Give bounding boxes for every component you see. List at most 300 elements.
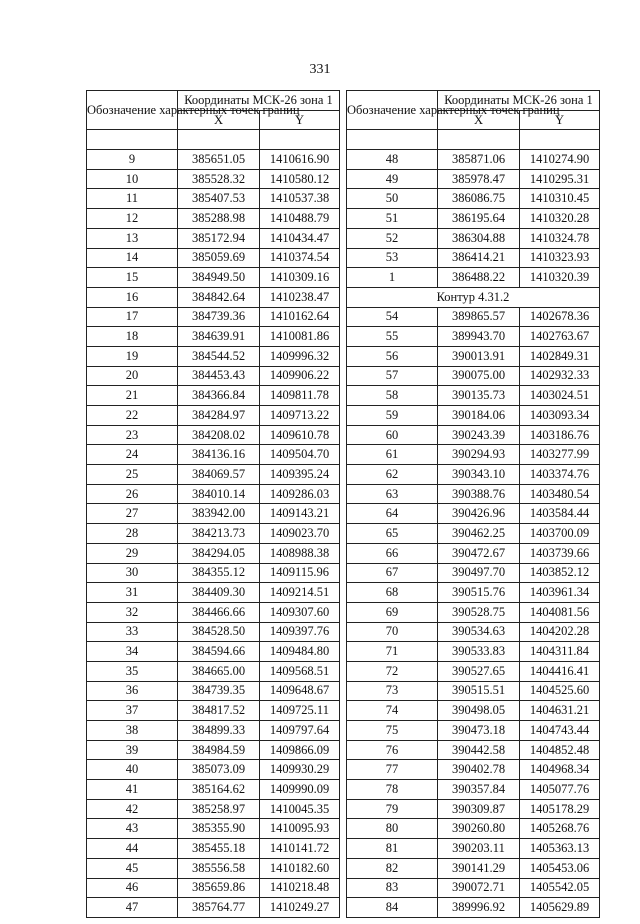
- point-id-cell: 60: [347, 425, 438, 445]
- x-coordinate-cell: 385556.58: [178, 858, 260, 878]
- table-row: [87, 740, 340, 760]
- header-x: X: [178, 110, 260, 130]
- table-row: [347, 858, 600, 878]
- y-coordinate-cell: 1402849.31: [520, 346, 600, 366]
- table-row: [87, 543, 340, 563]
- y-coordinate-cell: 1409797.64: [260, 721, 340, 741]
- table-row: [347, 661, 600, 681]
- point-id-cell: 78: [347, 780, 438, 800]
- header-point-label: Обозначение характерных точек границ: [87, 91, 178, 130]
- point-id-cell: 75: [347, 721, 438, 741]
- x-coordinate-cell: 384294.05: [178, 543, 260, 563]
- y-coordinate-cell: 1404202.28: [520, 622, 600, 642]
- y-coordinate-cell: 1410218.48: [260, 878, 340, 898]
- table-row: [87, 366, 340, 386]
- header-y: Y: [260, 110, 340, 130]
- y-coordinate-cell: 1404968.34: [520, 760, 600, 780]
- point-id-cell: 29: [87, 543, 178, 563]
- x-coordinate-cell: 385288.98: [178, 209, 260, 229]
- point-id-cell: 47: [87, 898, 178, 918]
- table-row: [347, 327, 600, 347]
- y-coordinate-cell: 1403277.99: [520, 445, 600, 465]
- x-coordinate-cell: 384010.14: [178, 484, 260, 504]
- x-coordinate-cell: 390462.25: [438, 524, 520, 544]
- x-coordinate-cell: 389943.70: [438, 327, 520, 347]
- table-row: [347, 524, 600, 544]
- table-row: [347, 346, 600, 366]
- header-y: Y: [520, 110, 600, 130]
- x-coordinate-cell: 390343.10: [438, 465, 520, 485]
- table-row: [87, 583, 340, 603]
- table-row: [347, 878, 600, 898]
- x-coordinate-cell: 384409.30: [178, 583, 260, 603]
- y-coordinate-cell: 1403480.54: [520, 484, 600, 504]
- x-coordinate-cell: 384842.64: [178, 287, 260, 307]
- table-row: [87, 681, 340, 701]
- table-row: [347, 602, 600, 622]
- y-coordinate-cell: 1404743.44: [520, 721, 600, 741]
- table-row: [347, 268, 600, 288]
- x-coordinate-cell: 385455.18: [178, 839, 260, 859]
- x-coordinate-cell: 384466.66: [178, 602, 260, 622]
- point-id-cell: 11: [87, 189, 178, 209]
- x-coordinate-cell: 390141.29: [438, 858, 520, 878]
- table-row: [347, 445, 600, 465]
- y-coordinate-cell: 1404525.60: [520, 681, 600, 701]
- y-coordinate-cell: 1410045.35: [260, 799, 340, 819]
- point-id-cell: 12: [87, 209, 178, 229]
- table-row: [87, 701, 340, 721]
- point-id-cell: 70: [347, 622, 438, 642]
- x-coordinate-cell: 390388.76: [438, 484, 520, 504]
- x-coordinate-cell: 384136.16: [178, 445, 260, 465]
- y-coordinate-cell: 1410580.12: [260, 169, 340, 189]
- x-coordinate-cell: 386414.21: [438, 248, 520, 268]
- x-coordinate-cell: 384366.84: [178, 386, 260, 406]
- x-coordinate-cell: 384528.50: [178, 622, 260, 642]
- y-coordinate-cell: 1409504.70: [260, 445, 340, 465]
- point-id-cell: 24: [87, 445, 178, 465]
- table-row: [87, 484, 340, 504]
- table-row: [347, 228, 600, 248]
- point-id-cell: 25: [87, 465, 178, 485]
- x-coordinate-cell: 390497.70: [438, 563, 520, 583]
- table-row: [347, 701, 600, 721]
- table-row: [347, 169, 600, 189]
- point-id-cell: 50: [347, 189, 438, 209]
- x-coordinate-cell: 384208.02: [178, 425, 260, 445]
- y-coordinate-cell: 1410320.28: [520, 209, 600, 229]
- point-id-cell: 76: [347, 740, 438, 760]
- y-coordinate-cell: 1410309.16: [260, 268, 340, 288]
- x-coordinate-cell: 385407.53: [178, 189, 260, 209]
- page-number: 331: [309, 62, 331, 77]
- y-coordinate-cell: 1405077.76: [520, 780, 600, 800]
- y-coordinate-cell: 1410320.39: [520, 268, 600, 288]
- y-coordinate-cell: 1410162.64: [260, 307, 340, 327]
- point-id-cell: 51: [347, 209, 438, 229]
- point-id-cell: 35: [87, 661, 178, 681]
- point-id-cell: 45: [87, 858, 178, 878]
- y-coordinate-cell: 1410249.27: [260, 898, 340, 918]
- point-id-cell: 16: [87, 287, 178, 307]
- x-coordinate-cell: 390294.93: [438, 445, 520, 465]
- point-id-cell: 81: [347, 839, 438, 859]
- y-coordinate-cell: 1409648.67: [260, 681, 340, 701]
- x-coordinate-cell: 390472.67: [438, 543, 520, 563]
- point-id-cell: 21: [87, 386, 178, 406]
- table-row: [87, 386, 340, 406]
- table-row: [347, 307, 600, 327]
- table-row: [347, 563, 600, 583]
- point-id-cell: 26: [87, 484, 178, 504]
- x-coordinate-cell: 390498.05: [438, 701, 520, 721]
- point-id-cell: 15: [87, 268, 178, 288]
- point-id-cell: 65: [347, 524, 438, 544]
- y-coordinate-cell: 1409713.22: [260, 406, 340, 426]
- point-id-cell: 84: [347, 898, 438, 918]
- table-row: [87, 524, 340, 544]
- table-row: [347, 248, 600, 268]
- y-coordinate-cell: 1410182.60: [260, 858, 340, 878]
- table-row: [347, 819, 600, 839]
- table-row: [87, 504, 340, 524]
- x-coordinate-cell: 385659.86: [178, 878, 260, 898]
- x-coordinate-cell: 390527.65: [438, 661, 520, 681]
- table-row: [347, 642, 600, 662]
- x-coordinate-cell: 390473.18: [438, 721, 520, 741]
- y-coordinate-cell: 1410324.78: [520, 228, 600, 248]
- x-coordinate-cell: 385978.47: [438, 169, 520, 189]
- point-id-cell: 9: [87, 150, 178, 170]
- y-coordinate-cell: 1409930.29: [260, 760, 340, 780]
- table-row: [87, 169, 340, 189]
- x-coordinate-cell: 386488.22: [438, 268, 520, 288]
- y-coordinate-cell: 1403700.09: [520, 524, 600, 544]
- y-coordinate-cell: 1405453.06: [520, 858, 600, 878]
- y-coordinate-cell: 1409866.09: [260, 740, 340, 760]
- table-row: [347, 406, 600, 426]
- y-coordinate-cell: 1408988.38: [260, 543, 340, 563]
- table-row: [87, 563, 340, 583]
- table-row: [87, 642, 340, 662]
- x-coordinate-cell: 384739.36: [178, 307, 260, 327]
- header-spacer-row: [347, 130, 600, 150]
- x-coordinate-cell: 390534.63: [438, 622, 520, 642]
- y-coordinate-cell: 1402678.36: [520, 307, 600, 327]
- x-coordinate-cell: 384739.35: [178, 681, 260, 701]
- point-id-cell: 57: [347, 366, 438, 386]
- y-coordinate-cell: 1405629.89: [520, 898, 600, 918]
- x-coordinate-cell: 385164.62: [178, 780, 260, 800]
- y-coordinate-cell: 1410081.86: [260, 327, 340, 347]
- header-x: X: [438, 110, 520, 130]
- x-coordinate-cell: 390402.78: [438, 760, 520, 780]
- y-coordinate-cell: 1404311.84: [520, 642, 600, 662]
- table-row: [87, 425, 340, 445]
- x-coordinate-cell: 390243.39: [438, 425, 520, 445]
- table-row: [87, 839, 340, 859]
- x-coordinate-cell: 384594.66: [178, 642, 260, 662]
- point-id-cell: 37: [87, 701, 178, 721]
- x-coordinate-cell: 389996.92: [438, 898, 520, 918]
- point-id-cell: 10: [87, 169, 178, 189]
- y-coordinate-cell: 1410323.93: [520, 248, 600, 268]
- x-coordinate-cell: 390260.80: [438, 819, 520, 839]
- y-coordinate-cell: 1403961.34: [520, 583, 600, 603]
- table-row: [87, 721, 340, 741]
- y-coordinate-cell: 1410488.79: [260, 209, 340, 229]
- point-id-cell: 41: [87, 780, 178, 800]
- point-id-cell: 55: [347, 327, 438, 347]
- table-row: [347, 366, 600, 386]
- x-coordinate-cell: 385172.94: [178, 228, 260, 248]
- table-row: [87, 209, 340, 229]
- x-coordinate-cell: 385871.06: [438, 150, 520, 170]
- x-coordinate-cell: 390515.51: [438, 681, 520, 701]
- x-coordinate-cell: 385059.69: [178, 248, 260, 268]
- point-id-cell: 38: [87, 721, 178, 741]
- point-id-cell: 64: [347, 504, 438, 524]
- table-row: [87, 819, 340, 839]
- point-id-cell: 13: [87, 228, 178, 248]
- x-coordinate-cell: 384949.50: [178, 268, 260, 288]
- x-coordinate-cell: 384355.12: [178, 563, 260, 583]
- left-table-body: [87, 150, 340, 918]
- point-id-cell: 23: [87, 425, 178, 445]
- table-row: [87, 287, 340, 307]
- y-coordinate-cell: 1409115.96: [260, 563, 340, 583]
- table-row: [87, 248, 340, 268]
- header-spacer-row: [87, 130, 340, 150]
- point-id-cell: 79: [347, 799, 438, 819]
- x-coordinate-cell: 390357.84: [438, 780, 520, 800]
- point-id-cell: 68: [347, 583, 438, 603]
- x-coordinate-cell: 384899.33: [178, 721, 260, 741]
- right-table-body: [347, 150, 600, 918]
- table-row: [87, 327, 340, 347]
- table-row: [347, 839, 600, 859]
- point-id-cell: 67: [347, 563, 438, 583]
- point-id-cell: 73: [347, 681, 438, 701]
- table-row: [347, 760, 600, 780]
- point-id-cell: 32: [87, 602, 178, 622]
- contour-title-row: [347, 287, 600, 307]
- point-id-cell: 19: [87, 346, 178, 366]
- table-row: [87, 602, 340, 622]
- table-row: [347, 189, 600, 209]
- x-coordinate-cell: 389865.57: [438, 307, 520, 327]
- coordinates-table-left: [86, 90, 340, 918]
- table-row: [347, 150, 600, 170]
- y-coordinate-cell: 1403024.51: [520, 386, 600, 406]
- point-id-cell: 33: [87, 622, 178, 642]
- point-id-cell: 18: [87, 327, 178, 347]
- point-id-cell: 17: [87, 307, 178, 327]
- y-coordinate-cell: 1409286.03: [260, 484, 340, 504]
- y-coordinate-cell: 1404081.56: [520, 602, 600, 622]
- x-coordinate-cell: 385355.90: [178, 819, 260, 839]
- point-id-cell: 43: [87, 819, 178, 839]
- point-id-cell: 71: [347, 642, 438, 662]
- point-id-cell: 22: [87, 406, 178, 426]
- table-row: [87, 799, 340, 819]
- x-coordinate-cell: 390075.00: [438, 366, 520, 386]
- x-coordinate-cell: 386195.64: [438, 209, 520, 229]
- y-coordinate-cell: 1409610.78: [260, 425, 340, 445]
- y-coordinate-cell: 1402763.67: [520, 327, 600, 347]
- point-id-cell: 36: [87, 681, 178, 701]
- y-coordinate-cell: 1409484.80: [260, 642, 340, 662]
- x-coordinate-cell: 385651.05: [178, 150, 260, 170]
- table-row: [87, 150, 340, 170]
- x-coordinate-cell: 385528.32: [178, 169, 260, 189]
- x-coordinate-cell: 384639.91: [178, 327, 260, 347]
- y-coordinate-cell: 1410274.90: [520, 150, 600, 170]
- x-coordinate-cell: 385764.77: [178, 898, 260, 918]
- point-id-cell: 69: [347, 602, 438, 622]
- x-coordinate-cell: 385258.97: [178, 799, 260, 819]
- y-coordinate-cell: 1410141.72: [260, 839, 340, 859]
- x-coordinate-cell: 390426.96: [438, 504, 520, 524]
- y-coordinate-cell: 1409811.78: [260, 386, 340, 406]
- y-coordinate-cell: 1409023.70: [260, 524, 340, 544]
- y-coordinate-cell: 1410095.93: [260, 819, 340, 839]
- y-coordinate-cell: 1409143.21: [260, 504, 340, 524]
- point-id-cell: 14: [87, 248, 178, 268]
- y-coordinate-cell: 1403739.66: [520, 543, 600, 563]
- x-coordinate-cell: 390442.58: [438, 740, 520, 760]
- point-id-cell: 63: [347, 484, 438, 504]
- point-id-cell: 20: [87, 366, 178, 386]
- point-id-cell: 46: [87, 878, 178, 898]
- header-point-label: Обозначение характерных точек границ: [347, 91, 438, 130]
- x-coordinate-cell: 384817.52: [178, 701, 260, 721]
- point-id-cell: 49: [347, 169, 438, 189]
- x-coordinate-cell: 386086.75: [438, 189, 520, 209]
- table-row: [347, 721, 600, 741]
- y-coordinate-cell: 1410616.90: [260, 150, 340, 170]
- point-id-cell: 77: [347, 760, 438, 780]
- y-coordinate-cell: 1402932.33: [520, 366, 600, 386]
- table-row: [87, 268, 340, 288]
- x-coordinate-cell: 390533.83: [438, 642, 520, 662]
- y-coordinate-cell: 1403584.44: [520, 504, 600, 524]
- table-row: [347, 583, 600, 603]
- y-coordinate-cell: 1403852.12: [520, 563, 600, 583]
- y-coordinate-cell: 1410238.47: [260, 287, 340, 307]
- table-row: [347, 484, 600, 504]
- table-row: [87, 189, 340, 209]
- table-row: [87, 760, 340, 780]
- y-coordinate-cell: 1405542.05: [520, 878, 600, 898]
- x-coordinate-cell: 390135.73: [438, 386, 520, 406]
- y-coordinate-cell: 1403186.76: [520, 425, 600, 445]
- x-coordinate-cell: 390309.87: [438, 799, 520, 819]
- table-row: [347, 386, 600, 406]
- point-id-cell: 61: [347, 445, 438, 465]
- header-coords-group: Координаты МСК-26 зона 1: [178, 91, 340, 111]
- table-row: [87, 780, 340, 800]
- x-coordinate-cell: 390013.91: [438, 346, 520, 366]
- point-id-cell: 28: [87, 524, 178, 544]
- table-row: [87, 898, 340, 918]
- point-id-cell: 52: [347, 228, 438, 248]
- table-row: [87, 465, 340, 485]
- point-id-cell: 44: [87, 839, 178, 859]
- point-id-cell: 58: [347, 386, 438, 406]
- point-id-cell: 40: [87, 760, 178, 780]
- point-id-cell: 31: [87, 583, 178, 603]
- y-coordinate-cell: 1410434.47: [260, 228, 340, 248]
- table-row: [347, 799, 600, 819]
- point-id-cell: 42: [87, 799, 178, 819]
- table-row: [87, 858, 340, 878]
- point-id-cell: 39: [87, 740, 178, 760]
- table-row: [87, 406, 340, 426]
- y-coordinate-cell: 1405363.13: [520, 839, 600, 859]
- x-coordinate-cell: 384069.57: [178, 465, 260, 485]
- point-id-cell: 48: [347, 150, 438, 170]
- table-row: [347, 425, 600, 445]
- point-id-cell: 80: [347, 819, 438, 839]
- table-row: [87, 346, 340, 366]
- y-coordinate-cell: 1409725.11: [260, 701, 340, 721]
- table-row: [87, 228, 340, 248]
- y-coordinate-cell: 1409906.22: [260, 366, 340, 386]
- y-coordinate-cell: 1403374.76: [520, 465, 600, 485]
- header-coords-group: Координаты МСК-26 зона 1: [438, 91, 600, 111]
- point-id-cell: 30: [87, 563, 178, 583]
- table-row: [87, 445, 340, 465]
- y-coordinate-cell: 1405178.29: [520, 799, 600, 819]
- y-coordinate-cell: 1410295.31: [520, 169, 600, 189]
- x-coordinate-cell: 383942.00: [178, 504, 260, 524]
- point-id-cell: 27: [87, 504, 178, 524]
- x-coordinate-cell: 384544.52: [178, 346, 260, 366]
- point-id-cell: 62: [347, 465, 438, 485]
- table-row: [347, 209, 600, 229]
- table-row: [347, 622, 600, 642]
- y-coordinate-cell: 1409397.76: [260, 622, 340, 642]
- table-row: [347, 780, 600, 800]
- table-row: [87, 622, 340, 642]
- x-coordinate-cell: 390528.75: [438, 602, 520, 622]
- point-id-cell: 74: [347, 701, 438, 721]
- contour-title: Контур 4.31.2: [347, 287, 600, 307]
- y-coordinate-cell: 1410537.38: [260, 189, 340, 209]
- y-coordinate-cell: 1403093.34: [520, 406, 600, 426]
- y-coordinate-cell: 1409996.32: [260, 346, 340, 366]
- table-row: [347, 465, 600, 485]
- x-coordinate-cell: 390184.06: [438, 406, 520, 426]
- point-id-cell: 83: [347, 878, 438, 898]
- y-coordinate-cell: 1409214.51: [260, 583, 340, 603]
- point-id-cell: 59: [347, 406, 438, 426]
- y-coordinate-cell: 1409395.24: [260, 465, 340, 485]
- x-coordinate-cell: 385073.09: [178, 760, 260, 780]
- x-coordinate-cell: 384453.43: [178, 366, 260, 386]
- y-coordinate-cell: 1404416.41: [520, 661, 600, 681]
- table-row: [347, 543, 600, 563]
- x-coordinate-cell: 384984.59: [178, 740, 260, 760]
- y-coordinate-cell: 1404631.21: [520, 701, 600, 721]
- x-coordinate-cell: 390203.11: [438, 839, 520, 859]
- x-coordinate-cell: 384665.00: [178, 661, 260, 681]
- x-coordinate-cell: 384213.73: [178, 524, 260, 544]
- y-coordinate-cell: 1404852.48: [520, 740, 600, 760]
- table-row: [87, 878, 340, 898]
